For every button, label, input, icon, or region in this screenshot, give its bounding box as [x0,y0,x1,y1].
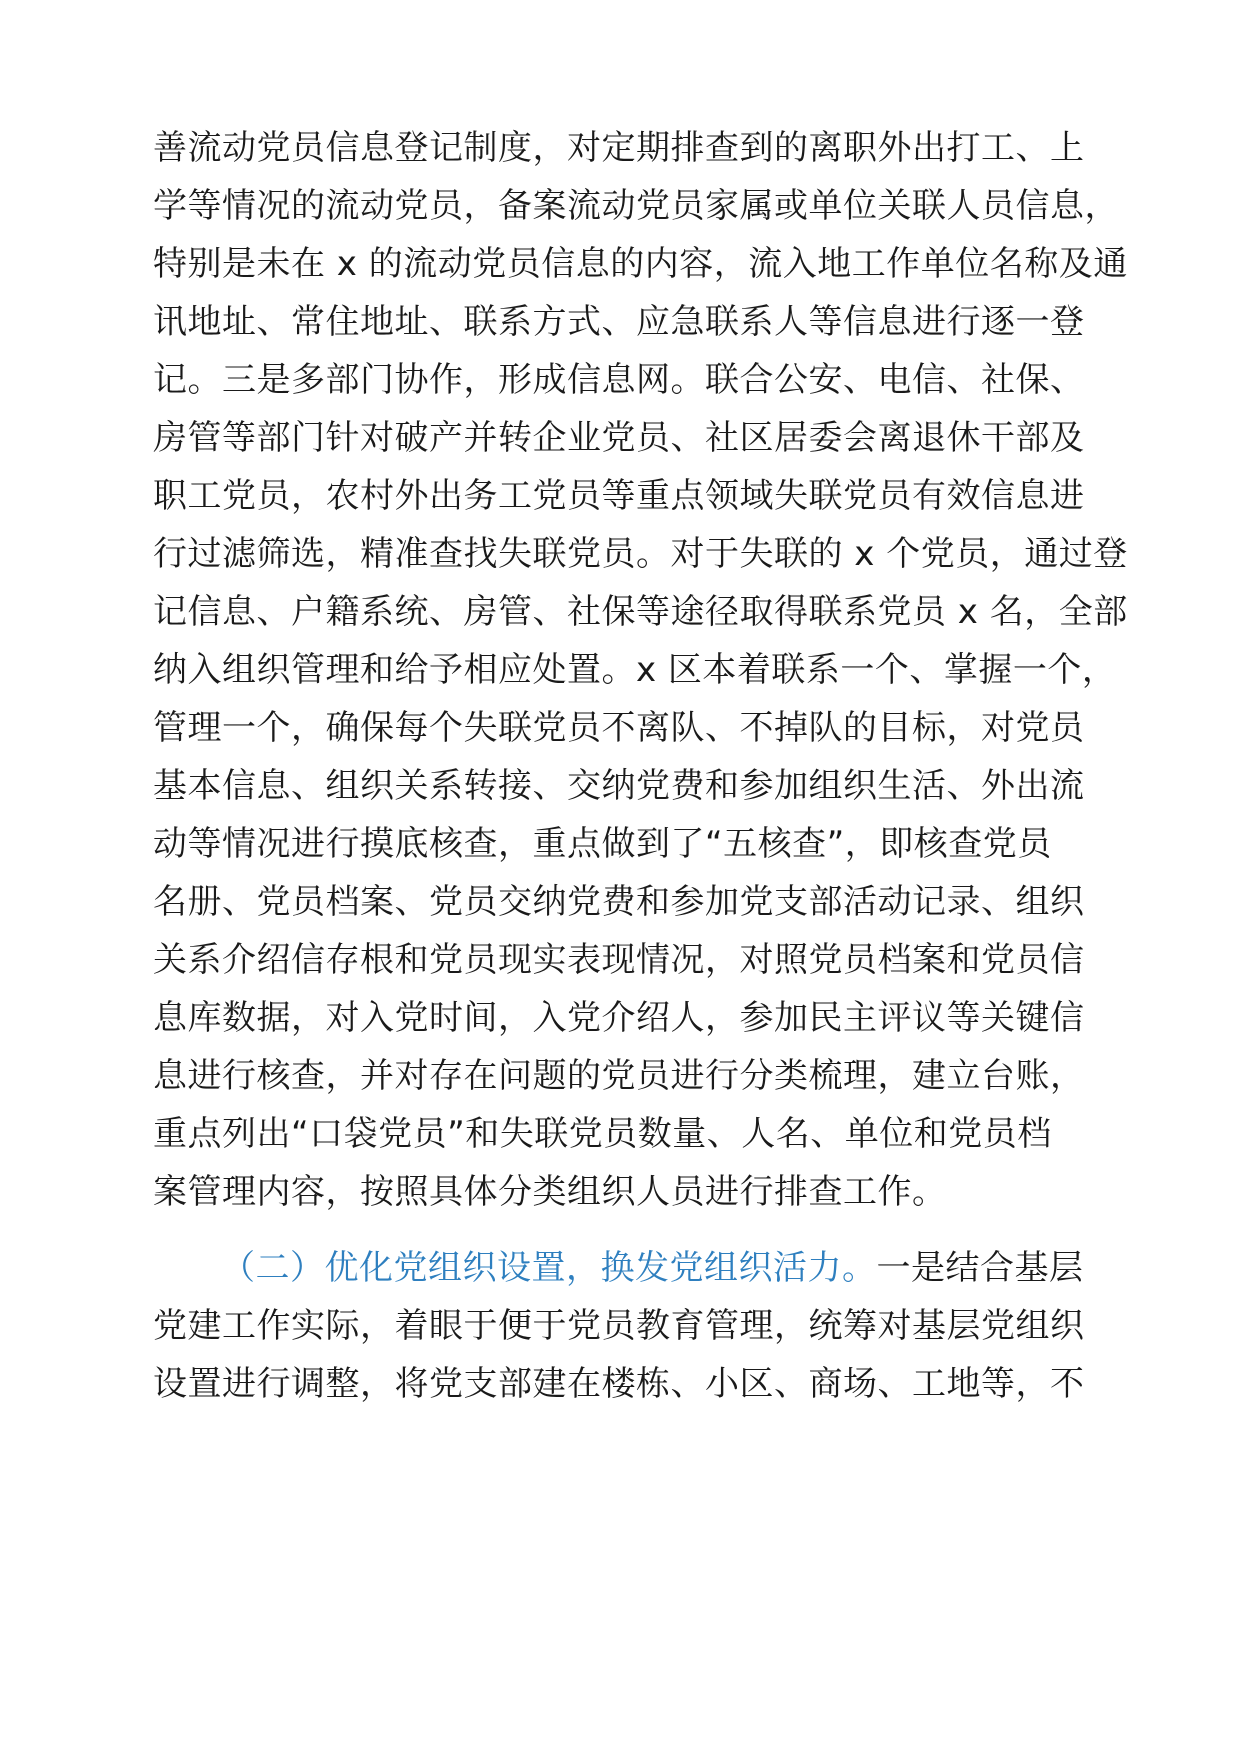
paragraph-line: 记信息、户籍系统、房管、社保等途径取得联系党员 x 名，全部 [153,592,1128,632]
paragraph-line: 讯地址、常住地址、联系方式、应急联系人等信息进行逐一登 [153,302,1085,342]
paragraph-line: 案管理内容，按照具体分类组织人员进行排查工作。 [153,1172,947,1212]
paragraph-line: 善流动党员信息登记制度，对定期排查到的离职外出打工、上 [153,128,1085,168]
paragraph-line: 动等情况进行摸底核查，重点做到了“五核查”，即核查党员 [153,824,1052,864]
paragraph-line: 管理一个，确保每个失联党员不离队、不掉队的目标，对党员 [153,708,1085,748]
paragraph-line: 党建工作实际，着眼于便于党员教育管理，统筹对基层党组织 [153,1306,1085,1346]
paragraph-line: 名册、党员档案、党员交纳党费和参加党支部活动记录、组织 [153,882,1085,922]
paragraph-line: 关系介绍信存根和党员现实表现情况，对照党员档案和党员信 [153,940,1085,980]
paragraph-line: 纳入组织管理和给予相应处置。x 区本着联系一个、掌握一个， [153,650,1117,690]
section-heading: （二）优化党组织设置，换发党组织活力。 [221,1248,877,1288]
paragraph-line: 特别是未在 x 的流动党员信息的内容，流入地工作单位名称及通 [153,244,1128,284]
paragraph-line: 学等情况的流动党员，备案流动党员家属或单位关联人员信息， [153,186,1119,226]
paragraph-line: 职工党员，农村外出务工党员等重点领域失联党员有效信息进 [153,476,1085,516]
paragraph-line: 息进行核查，并对存在问题的党员进行分类梳理，建立台账， [153,1056,1085,1096]
paragraph-line: 基本信息、组织关系转接、交纳党费和参加组织生活、外出流 [153,766,1085,806]
paragraph-line: 设置进行调整，将党支部建在楼栋、小区、商场、工地等，不 [153,1364,1085,1404]
section-first-line-text: 一是结合基层 [876,1248,1084,1288]
section-heading-line [221,1248,1084,1288]
paragraph-line: 息库数据，对入党时间，入党介绍人，参加民主评议等关键信 [153,998,1085,1038]
paragraph-line: 重点列出“口袋党员”和失联党员数量、人名、单位和党员档 [153,1114,1052,1154]
paragraph-line: 记。三是多部门协作，形成信息网。联合公安、电信、社保、 [153,360,1085,400]
paragraph-line: 行过滤筛选，精准查找失联党员。对于失联的 x 个党员，通过登 [153,534,1128,574]
paragraph-line: 房管等部门针对破产并转企业党员、社区居委会离退休干部及 [153,418,1085,458]
